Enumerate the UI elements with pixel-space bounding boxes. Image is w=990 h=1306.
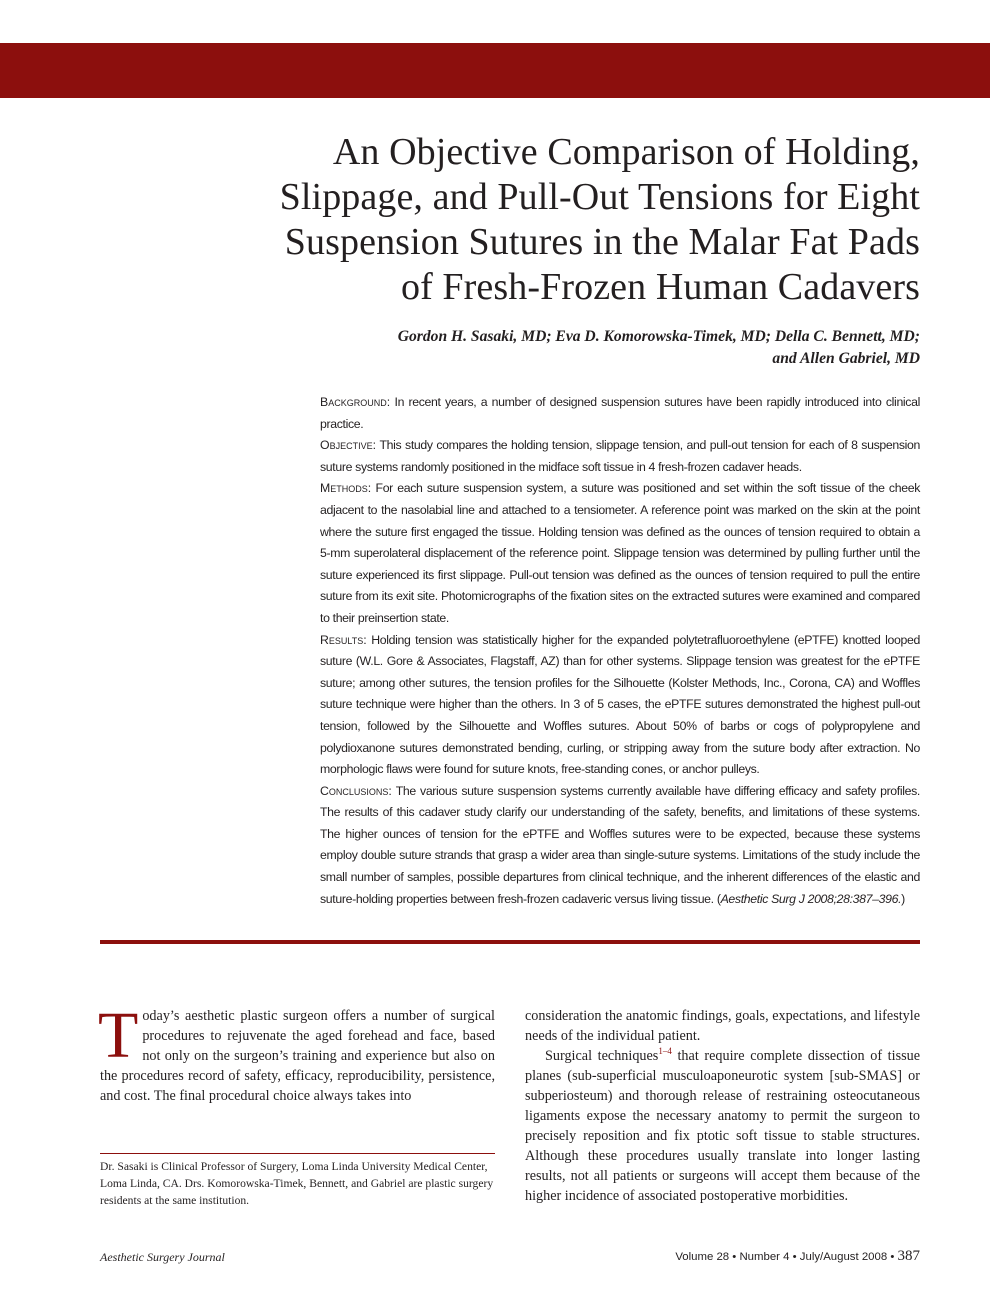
objective-label: Objective: <box>320 438 376 453</box>
citation-reference: Aesthetic Surg J 2008;28:387–396. <box>720 891 902 906</box>
title-line-2: Slippage, and Pull-Out Tensions for Eight <box>279 176 920 218</box>
footnote-divider <box>100 1153 495 1154</box>
intro-text: oday’s aesthetic plastic surgeon offers a number of surgical procedures to rejuvenate the aged forehead and face, based not only on the surgeon’s training and experience but also on the procedures record of safety, efficacy, reproducibility, persistence, and cost. The final procedural choice always takes into <box>100 1008 495 1104</box>
body-column-left <box>98 999 495 1106</box>
objective-text: This study compares the holding tension, slippage tension, and pull-out tension for each of 8 suspension suture systems randomly positioned in the midface soft tissue in 4 fresh-frozen cadaver heads. <box>320 438 920 474</box>
abstract-conclusions <box>320 781 920 911</box>
header-color-band <box>0 43 990 98</box>
results-label: Results: <box>320 632 367 647</box>
article-title <box>180 130 920 310</box>
footer-issue-info <box>675 1248 920 1265</box>
abstract-background <box>320 392 920 435</box>
footer-journal-name: Aesthetic Surgery Journal <box>100 1250 225 1264</box>
background-text: In recent years, a number of designed suspension sutures have been rapidly introduced into clinical practice. <box>320 395 920 431</box>
authors-line-1: Gordon H. Sasaki, MD; Eva D. Komorowska-Timek, MD; Della C. Bennett, MD; <box>397 328 920 345</box>
author-affiliation-footnote: Dr. Sasaki is Clinical Professor of Surgery, Loma Linda University Medical Center, Loma Linda, CA. Drs. Komorowska-Timek, Bennett, and Gabriel are plastic surgery residents at the same institution. <box>100 1160 494 1207</box>
abstract-objective <box>320 435 920 478</box>
techniques-paragraph <box>525 1046 920 1206</box>
title-line-4: of Fresh-Frozen Human Cadavers <box>400 266 920 308</box>
author-list <box>300 326 920 370</box>
abstract-methods <box>320 478 920 629</box>
citation-open: ( <box>716 891 721 906</box>
background-label: Background: <box>320 395 391 409</box>
title-line-1: An Objective Comparison of Holding, <box>332 131 920 173</box>
methods-label: Methods: <box>320 481 372 496</box>
methods-text: For each suture suspension system, a suture was positioned and set within the soft tissue of the cheek adjacent to the nasolabial line and attached to a tensiometer. A reference point was marked on the skin at the point where the suture first engaged the tissue. Holding tension was defined as the ounces of tension required to obtain a 5-mm superolateral displacement of the reference point. Slippage tension was determined by pulling further until the suture experienced its first slippage. Pull-out tension was defined as the ounces of tension required to pull the entire suture from its exit site. Photomicrographs of the fixation sites on the extracted sutures were examined and compared to their preinsertion state. <box>320 481 921 625</box>
conclusions-label: Conclusions: <box>320 783 392 798</box>
results-text: Holding tension was statistically higher for the expanded polytetrafluoroethylene (ePTFE) knotted looped suture (W.L. Gore & Associates, Flagstaff, AZ) than for other systems. Slippage tension was greatest for the ePTFE suture; among other sutures, the tension profiles for the Silhouette (Kolster Methods, Inc., Corona, CA) and Woffles suture technique were higher than the others. In 3 of 5 cases, the ePTFE sutures demonstrated the highest pull-out tension, followed by the Silhouette and Woffles sutures. About 50% of barbs or cogs of polypropylene and polydioxanone sutures demonstrated bending, curling, or stripping away from the suture body after extraction. No morphologic flaws were found for suture knots, free-standing cones, or anchor pulleys. <box>320 632 920 777</box>
body-column-right <box>525 1006 920 1206</box>
page-number: 387 <box>897 1248 920 1264</box>
conclusions-text: The various suture suspension systems currently available have differing efficacy and safety profiles. The results of this cadaver study clarify our understanding of the safety, benefits, and limitations of these systems. The higher ounces of tension for the ePTFE and Woffles sutures were to be expected, because these systems employ double suture strands that grasp a wider area than single-suture systems. Limitations of the study include the small number of samples, possible departures from clinical technique, and the inherent differences of the elastic and suture-holding properties between fresh-frozen cadaveric versus living tissue. <box>320 783 920 906</box>
footer-issue: Volume 28 • Number 4 • July/August 2008 • <box>675 1251 895 1263</box>
abstract-divider <box>100 940 920 944</box>
drop-cap: T <box>98 999 139 1072</box>
techniques-text-start: Surgical techniques <box>545 1048 659 1064</box>
intro-paragraph <box>98 999 495 1106</box>
reference-link[interactable]: 1–4 <box>658 1046 672 1056</box>
abstract <box>320 392 920 910</box>
title-line-3: Suspension Sutures in the Malar Fat Pads <box>284 221 920 263</box>
techniques-text-rest: that require complete dissection of tissue planes (sub-superficial musculoaponeurotic system [sub-SMAS] or subperiosteum) and thorough release of restraining osteocutaneous ligaments expose the necessary anatomy to permit the surgeon to precisely reposition and fix ptotic soft tissue to stable structures. Although these procedures usually translate into longer lasting results, not all patients or surgeons will accept them because of the higher incidence of associated postoperative morbidities. <box>525 1048 920 1204</box>
citation-close: ) <box>901 891 905 906</box>
abstract-results <box>320 630 920 781</box>
authors-line-2: and Allen Gabriel, MD <box>772 350 920 367</box>
continued-paragraph: consideration the anatomic findings, goals, expectations, and lifestyle needs of the individual patient. <box>525 1008 920 1044</box>
